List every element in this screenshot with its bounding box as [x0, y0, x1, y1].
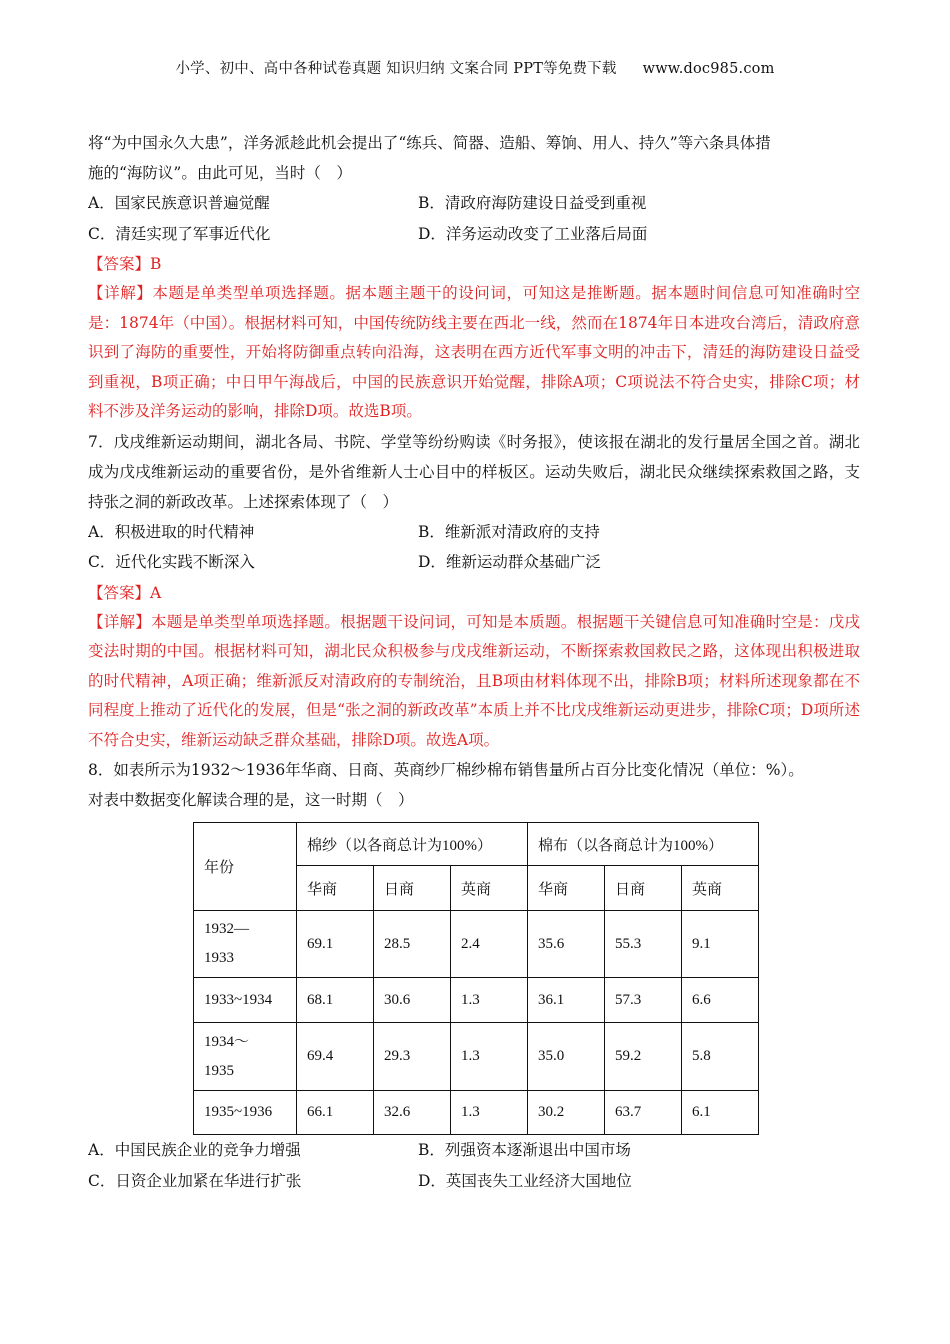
q7-stem: 7．戊戌维新运动期间，湖北各局、书院、学堂等纷纷购读《时务报》，使该报在湖北的发行量居全国之首。湖北成为戊戌维新运动的重要省份，是外省维新人士心目中的样板区。运动失败后，湖北民众继续探索救国之路，支持张之洞的新政改革。上述探索体现了（ ） — [88, 432, 860, 511]
q6-option-c: C．清廷实现了军事近代化 — [88, 224, 271, 243]
table-row — [194, 911, 759, 978]
q8-stem-line: 8．如表所示为1932～1936年华商、日商、英商纱厂棉纱棉布销售量所占百分比变化情况（单位：%）。 — [88, 761, 804, 779]
table-cell: 1.3 — [451, 1091, 528, 1135]
table-cell-year — [194, 911, 297, 978]
q6-stem-line: 将“为中国永久大患”，洋务派趁此机会提出了“练兵、简器、造船、筹饷、用人、持久”等六条具体措 — [88, 134, 771, 152]
table-subheader: 日商 — [374, 866, 451, 911]
table-subheader: 华商 — [297, 866, 374, 911]
q6-option-d: D．洋务运动改变了工业落后局面 — [418, 224, 648, 243]
q7-option-a: A．积极进取的时代精神 — [88, 522, 255, 541]
table-cell-year — [194, 1023, 297, 1091]
q7-answer — [88, 578, 860, 608]
table-cell: 28.5 — [374, 911, 451, 978]
detail-text: 本题是单类型单项选择题。据本题主题干的设问词，可知这是推断题。据本题时间信息可知准确时空是：1874年（中国）。根据材料可知，中国传统防线主要在西北一线，然而在1874年日本进攻台湾后，清政府意识到了海防的重要性，开始将防御重点转向沿海，这表明在西方近代军事文明的冲击下，清廷的海防建设日益受到重视，B项正确；中日甲午海战后，中国的民族意识开始觉醒，排除A项；C项说法不符合史实，排除C项；材料不涉及洋务运动的影响，排除D项。故选B项。 — [88, 284, 860, 420]
q8-option-c: C．日资企业加紧在华进行扩张 — [88, 1171, 302, 1190]
detail-tag: 【详解】 — [88, 284, 153, 302]
table-cell: 29.3 — [374, 1023, 451, 1091]
table-cell: 35.6 — [528, 911, 605, 978]
sales-table — [193, 822, 759, 1135]
page-header — [0, 57, 950, 78]
answer-value: B — [150, 255, 162, 273]
table-cell: 1.3 — [451, 1023, 528, 1091]
table-subheader: 日商 — [605, 866, 682, 911]
table-subheader: 英商 — [451, 866, 528, 911]
table-cell: 30.6 — [374, 978, 451, 1023]
year-line: 1933 — [204, 950, 234, 966]
table-cell: 57.3 — [605, 978, 682, 1023]
table-cell: 69.1 — [297, 911, 374, 978]
q6-stem-line: 施的“海防议”。由此可见，当时（ ） — [88, 164, 352, 182]
table-cell: 36.1 — [528, 978, 605, 1023]
header-site-link[interactable]: www.doc985.com — [642, 61, 775, 77]
table-cell: 69.4 — [297, 1023, 374, 1091]
header-text: 小学、初中、高中各种试卷真题 知识归纳 文案合同 PPT等免费下载 — [175, 61, 617, 77]
content — [88, 128, 860, 1196]
answer-tag: 【答案】 — [88, 583, 151, 602]
table-cell: 66.1 — [297, 1091, 374, 1135]
table-cell: 63.7 — [605, 1091, 682, 1135]
table-cell: 55.3 — [605, 911, 682, 978]
answer-tag: 【答案】 — [88, 255, 151, 273]
q6-option-a: A．国家民族意识普遍觉醒 — [88, 194, 270, 212]
q6-detail — [88, 279, 860, 427]
q8-option-b: B．列强资本逐渐退出中国市场 — [418, 1141, 631, 1159]
table-cell: 5.8 — [682, 1023, 759, 1091]
table-header-yarn: 棉纱（以各商总计为100%） — [297, 823, 528, 866]
table-cell: 6.6 — [682, 978, 759, 1023]
q8-option-a: A．中国民族企业的竞争力增强 — [88, 1141, 301, 1159]
q7-options — [88, 517, 860, 578]
q8-option-d: D．英国丧失工业经济大国地位 — [418, 1171, 632, 1190]
table-row — [194, 1023, 759, 1091]
q7-option-d: D．维新运动群众基础广泛 — [418, 553, 601, 571]
q6-option-b: B．清政府海防建设日益受到重视 — [418, 194, 647, 212]
answer-value: A — [150, 583, 162, 602]
q6-answer — [88, 249, 860, 279]
table-cell: 6.1 — [682, 1091, 759, 1135]
q7-option-c: C．近代化实践不断深入 — [88, 553, 255, 571]
q6-options — [88, 188, 860, 249]
table-row — [194, 978, 759, 1023]
table-cell: 68.1 — [297, 978, 374, 1023]
table-subheader: 华商 — [528, 866, 605, 911]
table-cell: 9.1 — [682, 911, 759, 978]
q8-options — [88, 1135, 860, 1196]
table-cell-year: 1933~1934 — [194, 978, 297, 1023]
table-cell: 1.3 — [451, 978, 528, 1023]
table-cell: 2.4 — [451, 911, 528, 978]
table-header-year: 年份 — [194, 823, 297, 911]
table-cell: 32.6 — [374, 1091, 451, 1135]
table-row — [194, 1091, 759, 1135]
table-header-cloth: 棉布（以各商总计为100%） — [528, 823, 759, 866]
year-line: 1932— — [204, 921, 249, 937]
year-line: 1935 — [204, 1062, 234, 1079]
q7-detail — [88, 608, 860, 756]
detail-text: 本题是单类型单项选择题。根据题干设问词，可知是本质题。根据题干关键信息可知准确时空是：戊戌变法时期的中国。根据材料可知，湖北民众积极参与戊戌维新运动，不断探索救国救民之路，这体现出积极进取的时代精神，A项正确；维新派反对清政府的专制统治，且B项由材料体现不出，排除B项；材料所述现象都在不同程度上推动了近代化的发展，但是“张之洞的新政改革”本质上并不比戊戌维新运动更进步，排除C项；D项所述不符合史实，维新运动缺乏群众基础，排除D项。故选A项。 — [88, 612, 860, 749]
year-line: 1934～ — [204, 1033, 250, 1050]
table-cell: 59.2 — [605, 1023, 682, 1091]
q7-option-b: B．维新派对清政府的支持 — [418, 522, 600, 541]
table-subheader: 英商 — [682, 866, 759, 911]
table-cell-year: 1935~1936 — [194, 1091, 297, 1135]
table-cell: 30.2 — [528, 1091, 605, 1135]
q8-stem-line: 对表中数据变化解读合理的是，这一时期（ ） — [88, 791, 414, 809]
table-cell: 35.0 — [528, 1023, 605, 1091]
detail-tag: 【详解】 — [88, 612, 152, 631]
